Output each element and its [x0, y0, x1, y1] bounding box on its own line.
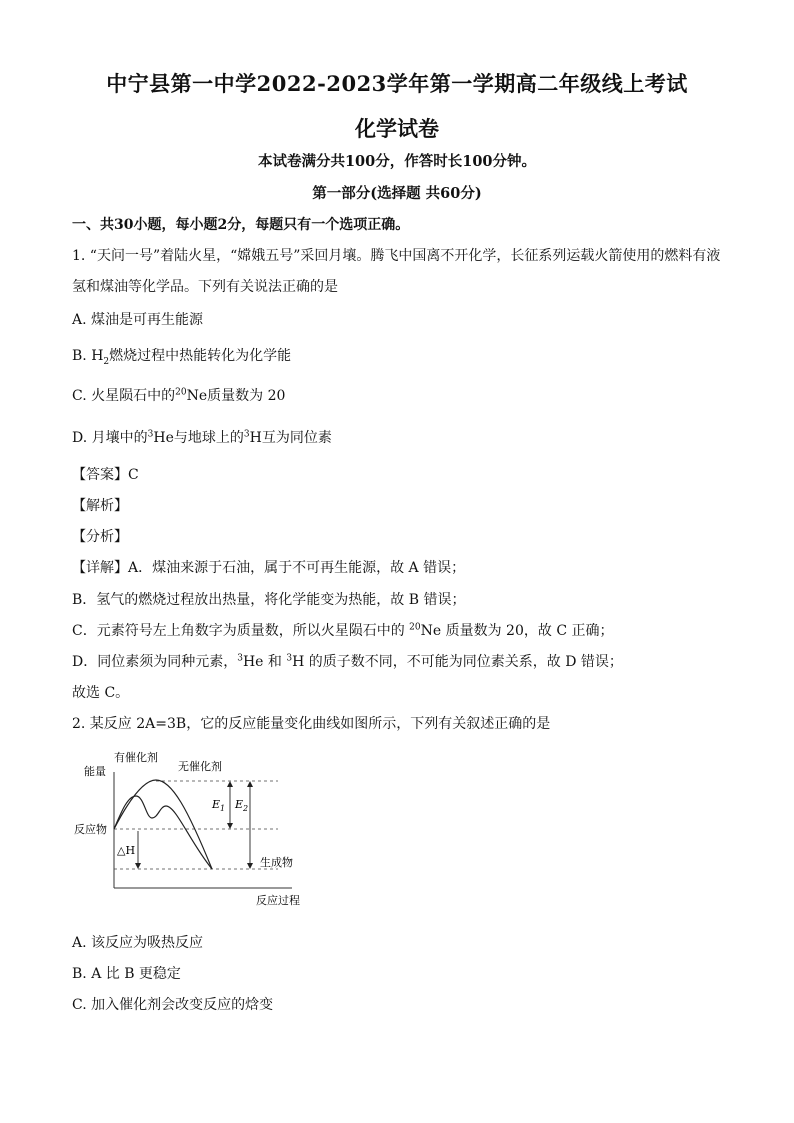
answer-tag: 【答案】 [72, 467, 128, 483]
section-heading: 一、共30小题，每小题2分，每题只有一个选项正确。 [72, 217, 410, 233]
detail-d [72, 651, 623, 671]
e2-sub: 2 [243, 804, 249, 813]
detail-tag: 【详解】 [72, 560, 128, 576]
q1-option-d-sup1: 3 [147, 429, 154, 440]
q1-stem-line1: 1. “天问一号”着陆火星，“嫦娥五号”采回月壤。腾飞中国离不开化学，长征系列运载火箭使用的燃料有液 [72, 248, 721, 264]
q1-option-d [72, 427, 332, 447]
q1-option-d-post: 互为同位素 [261, 430, 332, 446]
q1-option-d-pre: D. 月壤中的 [72, 430, 148, 446]
q2-stem: 2. 某反应 2A=3B，它的反应能量变化曲线如图所示，下列有关叙述正确的是 [72, 716, 551, 732]
fenxi-tag: 【分析】 [72, 529, 128, 545]
q1-option-d-el1: He [153, 430, 174, 446]
q2-option-a: A. 该反应为吸热反应 [72, 935, 204, 951]
conclusion: 故选 C。 [72, 685, 130, 701]
q1-option-c-pre: C. 火星陨石中的 [72, 388, 176, 404]
e2-letter: E [235, 798, 244, 811]
q1-option-d-mid: 与地球上的 [173, 430, 244, 446]
e2-label [234, 798, 248, 813]
detail-d-sup1: 3 [237, 653, 243, 664]
energy-diagram [74, 746, 316, 911]
detail-d-sup2: 3 [286, 653, 293, 664]
exam-subtitle: 化学试卷 [355, 116, 439, 141]
e1-label [211, 798, 225, 813]
q2-option-b: B. A 比 B 更稳定 [72, 966, 181, 982]
q1-option-c [72, 385, 285, 405]
analysis-tag: 【解析】 [72, 498, 128, 514]
detail-c-pre: C．元素符号左上角数字为质量数，所以火星陨石中的 [72, 623, 410, 639]
q1-option-b-pre: B. H [72, 348, 104, 364]
q1-option-d-sup2: 3 [243, 429, 250, 440]
detail-d-mid: He 和 [242, 654, 287, 670]
q1-option-b-sub: 2 [103, 356, 110, 367]
q1-option-a: A. 煤油是可再生能源 [72, 312, 204, 328]
q1-option-c-sup: 20 [175, 387, 187, 398]
q1-option-d-el2: H [249, 430, 262, 446]
detail-d-pre: D．同位素须为同种元素， [72, 654, 238, 670]
x-axis-label: 反应过程 [256, 894, 300, 907]
detail-c [72, 620, 614, 640]
dh-label: △H [117, 844, 136, 857]
part-heading: 第一部分(选择题 共60分) [312, 185, 482, 202]
exam-note: 本试卷满分共100分，作答时长100分钟。 [257, 153, 537, 170]
q1-answer [72, 464, 139, 484]
detail-c-sup: 20 [409, 622, 421, 633]
q1-option-c-post: 质量数为 20 [207, 388, 286, 404]
q1-stem-line2: 氢和煤油等化学品。下列有关说法正确的是 [72, 279, 338, 295]
q2-option-c: C. 加入催化剂会改变反应的焓变 [72, 997, 274, 1013]
dh-arrowhead [135, 863, 141, 869]
detail-d-post: H 的质子数不同，不可能为同位素关系，故 D 错误； [292, 654, 623, 670]
answer-value: C [128, 467, 139, 483]
q1-option-b-post: 燃烧过程中热能转化为化学能 [109, 348, 292, 364]
reactant-label: 反应物 [74, 823, 107, 836]
q1-option-c-el: Ne [186, 388, 208, 404]
e1-letter: E [212, 798, 221, 811]
detail-c-post: Ne 质量数为 20，故 C 正确； [420, 623, 614, 639]
e1-sub: 1 [220, 804, 226, 813]
energy-diagram-svg [74, 746, 316, 911]
uncatalyzed-label: 无催化剂 [178, 760, 222, 773]
y-axis-label: 能量 [84, 765, 106, 778]
q1-option-b [72, 345, 291, 365]
detail-b: B．氢气的燃烧过程放出热量，将化学能变为热能，故 B 错误； [72, 592, 466, 608]
catalyzed-curve [114, 796, 212, 869]
exam-title: 中宁县第一中学2022-2023学年第一学期高二年级线上考试 [106, 71, 688, 96]
detail-a-text: A．煤油来源于石油，属于不可再生能源，故 A 错误； [128, 560, 466, 576]
product-label: 生成物 [260, 856, 293, 869]
catalyzed-label: 有催化剂 [114, 751, 158, 764]
detail-a [72, 557, 465, 577]
